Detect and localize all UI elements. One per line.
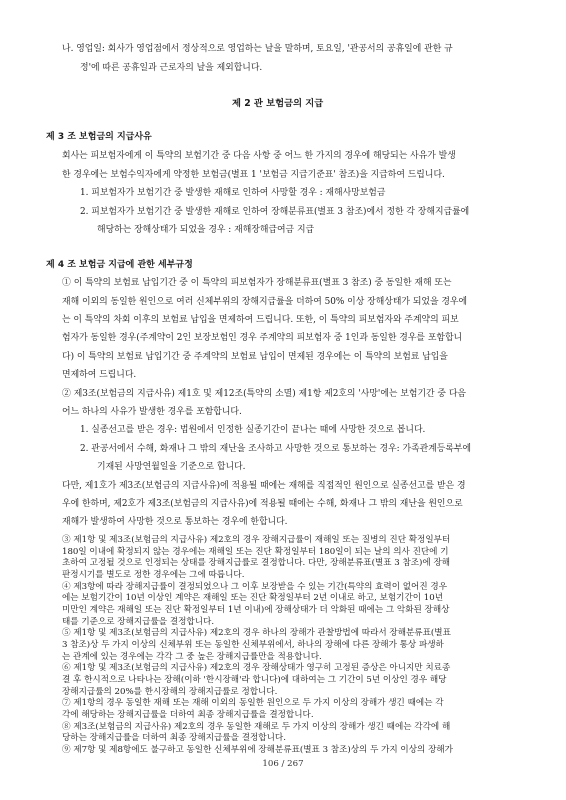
article-paragraph: ④ 제3항에 따라 장해지급률이 결정되었으나 그 이후 보장받을 수 있는 기간(특약의 효력이 없어진 경우 [62,581,447,592]
article-heading: 제 4 조 보험금 지급에 관한 세부규정 [46,260,193,270]
article-paragraph: 180일 이내에 확정되지 않는 경우에는 재해일 또는 진단 확정일부터 180일이 되는 날의 의사 진단에 기 [62,546,449,557]
article-paragraph: 각에 해당하는 장해지급률을 더하여 최종 장해지급률을 결정합니다. [62,710,314,720]
article-paragraph: 미만인 계약은 재해일 또는 진단 확정일부터 1년 이내)에 장해상태가 더 악화된 때에는 그 악화된 장해상 [62,605,450,615]
article-paragraph: 3 참조)상 두 가지 이상의 신체부위 또는 동일한 신체부위에서, 하나의 장해에 다른 장해가 통상 파생하 [62,640,444,650]
article-paragraph: 판정시기를 별도로 정한 경우에는 그에 따릅니다. [62,570,245,580]
article-paragraph: ⑨ 제7항 및 제8항에도 불구하고 동일한 신체부위에 장해분류표(별표 3 참조)상의 두 가지 이상의 장해가 [62,745,453,755]
article-paragraph: 당하는 장해지급률을 더하여 최종 장해지급률을 결정합니다. [62,733,286,744]
list-item: 2. 피보험자가 보험기간 중 발생한 재해로 인하여 장해분류표(별표 3 참조)에서 정한 각 장해지급률에 [80,207,470,217]
list-item: 해당하는 장해상태가 되었을 경우 : 재해장해급여금 지급 [97,225,315,235]
article-paragraph: ③ 제1항 및 제3조(보험금의 지급사유) 제2호의 경우 장해지급률이 재해일 또는 질병의 진단 확정일부터 [62,535,451,545]
article-paragraph: ⑦ 제1항의 경우 동일한 재해 또는 재해 이외의 동일한 원인으로 두 가지 이상의 장해가 생긴 때에는 각 [62,698,444,709]
article-paragraph: 험자가 동일한 경우(주계약이 2인 보장보험인 경우 주계약의 피보험자 중 1인과 동일한 경우를 포함합니 [62,333,463,343]
article-paragraph: 다) 이 특약의 보험료 납입기간 중 주계약의 보험료 납입이 면제된 경우에는 이 특약의 보험료 납입을 [62,352,448,362]
article-paragraph: 어느 하나의 사유가 발생한 경우를 포함합니다. [62,407,242,417]
page-number: 106 / 267 [262,759,304,769]
section-title: 제 2 관 보험금의 지급 [232,98,324,109]
list-item: 2. 관공서에서 수해, 화재나 그 밖의 재난을 조사하고 사망한 것으로 통보하는 경우: 가족관계등록부에 [80,444,472,454]
list-item: 기재된 사망연월일을 기준으로 합니다. [97,462,246,472]
article-paragraph: 는 이 특약의 차회 이후의 보험료 납입을 면제하여 드립니다. 또한, 이 특약의 피보험자와 주계약의 피보 [62,315,459,325]
article-paragraph: 재해가 발생하여 사망한 것으로 통보하는 경우에 한합니다. [62,517,288,527]
article-paragraph: ⑥ 제1항 및 제3조(보험금의 지급사유) 제2호의 경우 장해상태가 영구히 고정된 증상은 아니지만 치료종 [62,663,451,674]
article-paragraph: ① 이 특약의 보험료 납입기간 중 이 특약의 피보험자가 장해분류표(별표 3 참조) 중 동일한 재해 또는 [62,278,452,288]
article-paragraph: 장해지급률의 20%를 한시장해의 장해지급률로 정합니다. [62,686,278,697]
article-paragraph: 우에 한하며, 제2호가 제3조(보험금의 지급사유)에 적용될 때에는 수해, 화재나 그 밖의 재난을 원인으로 [62,499,463,509]
article-paragraph: 결 후 한시적으로 나타나는 장해(이하 '한시장해'라 합니다)에 대하여는 그 기간이 5년 이상인 경우 해당 [62,675,447,685]
list-item: 1. 피보험자가 보험기간 중 발생한 재해로 인하여 사망할 경우 : 재해사망보험금 [80,188,386,198]
article-paragraph: 면제하여 드립니다. [62,370,137,380]
definition-line: 정'에 따른 공휴일과 근로자의 날을 제외합니다. [80,63,263,73]
article-paragraph: 에는 보험기간이 10년 이상인 계약은 재해일 또는 진단 확정일부터 2년 이내로 하고, 보험기간이 10년 [62,593,444,604]
article-paragraph: ⑧ 제3조(보험금의 지급사유) 제2호의 경우 동일한 재해로 두 가지 이상의 장해가 생긴 때에는 각각에 해 [62,721,451,732]
article-paragraph: 다만, 제1호가 제3조(보험금의 지급사유)에 적용될 때에는 재해를 직접적인 원인으로 실종선고를 받은 경 [62,481,466,491]
article-paragraph: ⑤ 제1항 및 제3조(보험금의 지급사유) 제2호의 경우 하나의 장해가 관찰방법에 따라서 장해분류표(별표 [62,628,451,639]
article-paragraph: 태를 기준으로 장해지급률을 결정합니다. [62,616,215,627]
article-heading: 제 3 조 보험금의 지급사유 [46,132,152,142]
article-paragraph: 회사는 피보험자에게 이 특약의 보험기간 중 다음 사항 중 어느 한 가지의 경우에 해당되는 사유가 발생 [62,151,456,161]
article-paragraph: 는 관계에 있는 경우에는 각각 그 중 높은 장해지급률만을 적용합니다. [62,651,322,662]
article-paragraph: 초하여 고정될 것으로 인정되는 상태를 장해지급률로 결정합니다. 다만, 장해분류표(별표 3 참조)에 장해 [62,558,451,569]
article-paragraph: ② 제3조(보험금의 지급사유) 제1호 및 제12조(특약의 소멸) 제1항 제2호의 '사망'에는 보험기간 중 다음 [62,389,466,399]
article-paragraph: 한 경우에는 보험수익자에게 약정한 보험금(별표 1 '보험금 지급기준표' 참조)을 지급하여 드립니다. [62,170,445,180]
definition-line: 나. 영업일: 회사가 영업점에서 정상적으로 영업하는 날을 말하며, 토요일, '관공서의 공휴일에 관한 규 [62,44,453,54]
article-paragraph: 재해 이외의 동일한 원인으로 여러 신체부위의 장해지급률을 더하여 50% 이상 장해상태가 되었을 경우에 [62,297,468,307]
list-item: 1. 실종선고를 받은 경우: 법원에서 인정한 실종기간이 끝나는 때에 사망한 것으로 봅니다. [80,425,426,435]
